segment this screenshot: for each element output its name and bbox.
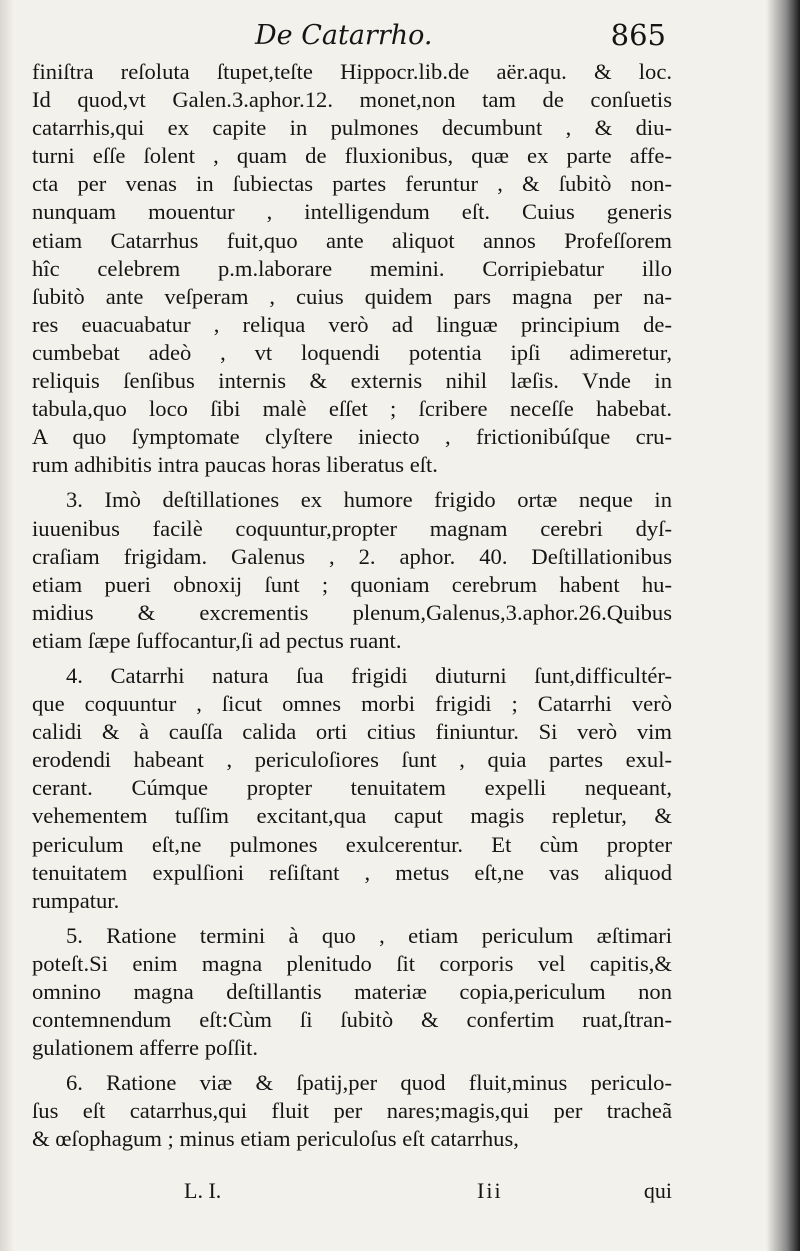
text-line: poteſt.Si enim magna plenitudo ſit corporis vel capitis,& [32, 950, 672, 976]
text-line: vehementem tuſſim excitant,qua caput magis repletur, & [32, 803, 672, 829]
running-title: De Catarrho. [255, 20, 433, 51]
text-line: cerant. Cúmque propter tenuitatem expelli nequeant, [32, 775, 672, 801]
paragraph-gap [32, 479, 672, 486]
text-line: Id quod,vt Galen.3.aphor.12. monet,non tam de conſuetis [32, 87, 672, 113]
text-line: & œſophagum ; minus etiam periculoſus eſt catarrhus, [32, 1126, 519, 1152]
text-line: 3. Imò deſtillationes ex humore frigido ortæ neque in [66, 487, 672, 513]
signature-mark: L. I. [184, 1178, 222, 1203]
text-line: tenuitatem expulſioni reſiſtant , metus eſt,ne vas aliquod [32, 859, 672, 885]
text-line: cta per venas in ſubiectas partes feruntur , & ſubitò non- [32, 171, 672, 197]
text-line: cumbebat adeò , vt loquendi potentia ipſi adimeretur, [32, 339, 672, 365]
text-line: iuuenibus facilè coquuntur,propter magnam cerebri dyſ- [32, 515, 672, 541]
text-line: ſubitò ante veſperam , cuius quidem pars magna per na- [32, 283, 672, 309]
text-line: craſiam frigidam. Galenus , 2. aphor. 40. Deſtillationibus [32, 543, 672, 569]
paragraph [32, 1069, 672, 1153]
text-line: 5. Ratione termini à quo , etiam periculum æſtimari [66, 922, 672, 948]
text-line: 6. Ratione viæ & ſpatij,per quod fluit,minus periculo- [66, 1070, 672, 1096]
text-line: midius & excrementis plenum,Galenus,3.aphor.26.Quibus [32, 599, 672, 625]
text-line: calidi & à cauſſa calida orti citius finiuntur. Si verò vim [32, 719, 672, 745]
text-line: turni eſſe ſolent , quam de fluxionibus, quæ ex parte affe- [32, 143, 672, 169]
page-number: 865 [610, 18, 666, 52]
paragraph [32, 662, 672, 915]
paragraph [32, 486, 672, 655]
body-text [32, 58, 672, 1154]
text-line: gulationem afferre poſſit. [32, 1035, 259, 1061]
text-line: erodendi habeant , periculoſiores ſunt , quia partes exul- [32, 747, 672, 773]
text-line: etiam ſæpe ſuffocantur,ſi ad pectus ruant. [32, 627, 402, 653]
text-line: reliquis ſenſibus internis & externis nihil læſis. Vnde in [32, 368, 672, 394]
paragraph [32, 922, 672, 1062]
text-line: A quo ſymptomate clyſtere iniecto , frictionibúſque cru- [32, 424, 672, 450]
text-line: catarrhis,qui ex capite in pulmones decumbunt , & diu- [32, 115, 672, 141]
paragraph-gap [32, 655, 672, 662]
text-line: etiam pueri obnoxij ſunt ; quoniam cerebrum habent hu- [32, 571, 672, 597]
text-line: ſus eſt catarrhus,qui fluit per nares;magis,qui per tracheã [32, 1098, 672, 1124]
paragraph-gap [32, 915, 672, 922]
text-line: contemnendum eſt:Cùm ſi ſubitò & confertim ruat,ſtran- [32, 1007, 672, 1033]
text-line: 4. Catarrhi natura ſua frigidi diuturni ſunt,difficultér- [66, 662, 672, 688]
text-line: que coquuntur , ſicut omnes morbi frigidi ; Catarrhi verò [32, 691, 672, 717]
paragraph [32, 58, 672, 479]
text-line: res euacuabatur , reliqua verò ad linguæ principium de- [32, 311, 672, 337]
text-line: hîc celebrem p.m.laborare memini. Corripiebatur illo [32, 255, 672, 281]
paragraph-gap [32, 1062, 672, 1069]
text-line: finiſtra reſoluta ſtupet,teſte Hippocr.lib.de aër.aqu. & loc. [32, 59, 672, 84]
text-line: nunquam mouentur , intelligendum eſt. Cuius generis [32, 199, 672, 225]
text-line: tabula,quo loco ſibi malè eſſet ; ſcribere neceſſe habebat. [32, 396, 672, 422]
page-header [30, 14, 670, 54]
text-line: periculum eſt,ne pulmones exulcerentur. Et cùm propter [32, 831, 672, 857]
text-line: omnino magna deſtillantis materiæ copia,periculum non [32, 979, 672, 1004]
gathering-mark: Iii [477, 1178, 503, 1203]
text-line: rumpatur. [32, 887, 120, 913]
text-line: rum adhibitis intra paucas horas liberatus eſt. [32, 452, 438, 478]
page-footer [32, 1178, 672, 1208]
catchword: qui [643, 1178, 672, 1203]
text-line: etiam Catarrhus fuit,quo ante aliquot annos Profeſſorem [32, 227, 672, 253]
